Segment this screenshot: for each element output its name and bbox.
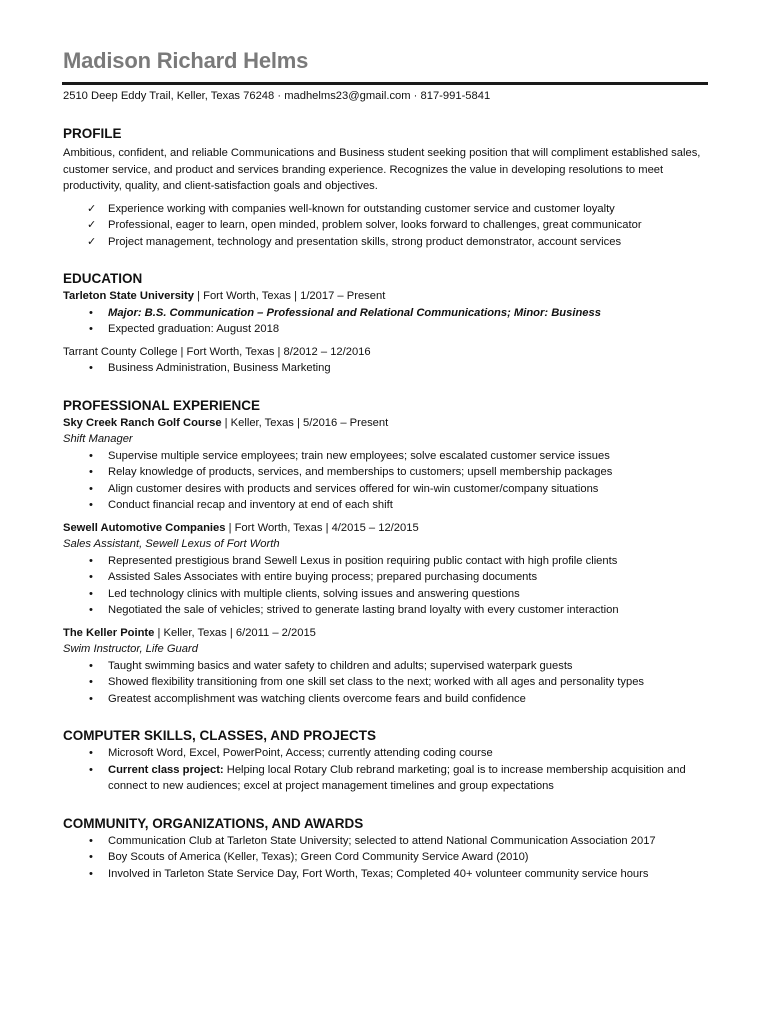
- list-item: • Supervise multiple service employees; train new employees; solve escalated customer service issues: [63, 448, 708, 465]
- community-bullets: [63, 833, 713, 883]
- school-1-header: [63, 288, 713, 305]
- school-2-bullets: [63, 360, 713, 377]
- job-role: Shift Manager: [63, 433, 133, 445]
- list-item: • Align customer desires with products and services offered for win-win customer/company situations: [63, 481, 708, 498]
- bullet-icon: •: [89, 571, 93, 583]
- highlight-item: ✓ Experience working with companies well-known for outstanding customer service and customer loyalty: [63, 201, 708, 218]
- list-item: • Showed flexibility transitioning from one skill set class to the next; worked with all ages and personality types: [63, 674, 708, 691]
- profile-section: [63, 125, 713, 250]
- bullet-icon: •: [89, 659, 93, 672]
- profile-summary: Ambitious, confident, and reliable Communications and Business student seeking position that will compliment established sales, customer service, and product and services branding experience. Recognizes the value in developing resolutions to meet productivity, quality, and client-satisfaction goals and objectives.: [63, 147, 701, 192]
- bullet-icon: •: [89, 482, 93, 495]
- bullet-icon: •: [89, 362, 93, 374]
- employer-name: Sky Creek Ranch Golf Course: [63, 416, 222, 429]
- bullet-icon: •: [89, 851, 93, 863]
- checkmark-icon: ✓: [87, 235, 97, 248]
- job-header: [63, 415, 713, 432]
- profile-heading: PROFILE: [63, 126, 122, 141]
- list-item: • Represented prestigious brand Sewell Lexus in position requiring public contact with high profile clients: [63, 553, 708, 570]
- experience-heading: PROFESSIONAL EXPERIENCE: [63, 397, 261, 413]
- header-divider: [62, 82, 708, 85]
- job-bullets: [63, 553, 713, 619]
- job-entry: [63, 625, 713, 708]
- job-role: Sales Assistant, Sewell Lexus of Fort Worth: [63, 538, 280, 550]
- list-item: • Expected graduation: August 2018: [63, 321, 708, 338]
- school-2-header: Tarrant County College | Fort Worth, Texas | 8/2012 – 12/2016: [63, 345, 371, 358]
- experience-section: [63, 397, 713, 708]
- skills-bullets: [63, 745, 713, 795]
- list-item: • Communication Club at Tarleton State University; selected to attend National Communication Association 2017: [63, 833, 708, 850]
- bullet-icon: •: [89, 867, 93, 880]
- list-item: • Led technology clinics with multiple clients, solving issues and answering questions: [63, 586, 708, 603]
- job-entry: [63, 520, 713, 619]
- applicant-name: Madison Richard Helms: [63, 48, 309, 73]
- list-item: • Taught swimming basics and water safety to children and adults; supervised waterpark guests: [63, 658, 708, 675]
- list-item: • Conduct financial recap and inventory at end of each shift: [63, 497, 708, 514]
- list-item: • Current class project: Helping local Rotary Club rebrand marketing; goal is to increase membership acquisition and connect to new audiences; excel at project management timelines and group expectations: [89, 763, 686, 792]
- bullet-icon: •: [89, 323, 93, 335]
- job-bullets: [63, 658, 713, 708]
- job-role: Swim Instructor, Life Guard: [63, 643, 198, 655]
- list-item: • Assisted Sales Associates with entire buying process; prepared purchasing documents: [63, 569, 708, 586]
- school-1-name: Tarleton State University: [63, 290, 194, 302]
- job-bullets: [63, 448, 713, 514]
- list-item: • Relay knowledge of products, services, and memberships to customers; upsell membership packages: [63, 464, 708, 481]
- education-section: [63, 270, 713, 377]
- job-details: | Keller, Texas | 5/2016 – Present: [221, 416, 389, 429]
- education-heading: EDUCATION: [63, 271, 143, 286]
- contact-line: 2510 Deep Eddy Trail, Keller, Texas 76248 · madhelms23@gmail.com · 817-991-5841: [63, 90, 491, 102]
- bullet-icon: •: [89, 834, 93, 847]
- bullet-icon: •: [89, 499, 93, 511]
- job-header: [63, 625, 713, 642]
- bullet-icon: •: [89, 587, 93, 600]
- list-item: • Microsoft Word, Excel, PowerPoint, Access; currently attending coding course: [63, 745, 708, 762]
- bullet-icon: •: [89, 306, 93, 319]
- checkmark-icon: ✓: [87, 219, 97, 231]
- list-item: • Involved in Tarleton State Service Day, Fort Worth, Texas; Completed 40+ volunteer community service hours: [63, 866, 708, 883]
- community-heading: COMMUNITY, ORGANIZATIONS, AND AWARDS: [63, 815, 364, 831]
- bullet-icon: •: [89, 604, 93, 616]
- bullet-icon: •: [89, 676, 93, 688]
- highlight-item: ✓ Professional, eager to learn, open minded, problem solver, looks forward to challenges, great communicator: [63, 217, 708, 234]
- skills-heading: COMPUTER SKILLS, CLASSES, AND PROJECTS: [63, 728, 377, 743]
- list-item: • Negotiated the sale of vehicles; strived to generate lasting brand loyalty with every customer interaction: [63, 602, 708, 619]
- profile-highlights: [63, 201, 713, 251]
- community-section: [63, 815, 713, 883]
- bullet-icon: •: [89, 692, 93, 705]
- resume-body: [63, 125, 713, 882]
- job-details: | Fort Worth, Texas | 4/2015 – 12/2015: [225, 521, 419, 534]
- job-details: | Keller, Texas | 6/2011 – 2/2015: [154, 626, 316, 639]
- employer-name: Sewell Automotive Companies: [63, 521, 226, 534]
- job-entry: [63, 415, 713, 514]
- school-1-details: | Fort Worth, Texas | 1/2017 – Present: [193, 290, 386, 302]
- skills-section: [63, 727, 713, 795]
- employer-name: The Keller Pointe: [63, 626, 155, 639]
- highlight-item: ✓ Project management, technology and presentation skills, strong product demonstrator, account services: [63, 234, 708, 251]
- list-item: • Boy Scouts of America (Keller, Texas); Green Cord Community Service Award (2010): [63, 849, 708, 866]
- bullet-icon: •: [89, 466, 93, 478]
- bullet-icon: •: [89, 763, 93, 776]
- bullet-icon: •: [89, 747, 93, 759]
- list-item: • Greatest accomplishment was watching clients overcome fears and build confidence: [63, 691, 708, 708]
- list-item: • Major: B.S. Communication – Professional and Relational Communications; Minor: Business: [63, 305, 708, 322]
- bullet-icon: •: [89, 449, 93, 462]
- list-item: • Business Administration, Business Marketing: [63, 360, 708, 377]
- school-1-bullets: [63, 305, 713, 338]
- job-header: [63, 520, 713, 537]
- checkmark-icon: ✓: [87, 202, 97, 215]
- bullet-icon: •: [89, 554, 93, 567]
